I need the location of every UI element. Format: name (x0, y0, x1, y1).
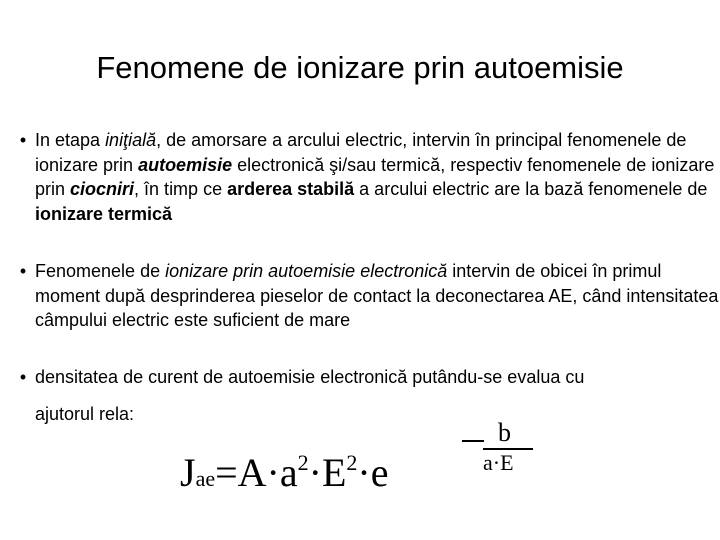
page-title: Fenomene de ionizare prin autoemisie (96, 50, 624, 85)
formula (180, 420, 540, 500)
text-run-italic: ionizare prin autoemisie electronică (165, 261, 448, 281)
text-run-bold: ionizare termică (35, 203, 173, 224)
text-line: densitatea de curent de autoemisie electronică putându-se evalua cu (35, 367, 585, 387)
text-run-bold-italic: autoemisie (138, 154, 233, 175)
text-run: In etapa (35, 130, 106, 150)
text-run: , de amorsare a arcului electric, intervin în principal fenomenele de ionizare prin (35, 130, 687, 175)
text-run: electronică şi/sau termică, respectiv fenomenele de ionizare prin (35, 154, 715, 199)
formula-minus-sign (462, 440, 484, 442)
text-run: Fenomenele de (35, 261, 166, 281)
bullet-text (35, 128, 720, 226)
formula-term: ·E (308, 450, 347, 495)
formula-exponent: 2 (346, 450, 358, 475)
text-run: a arcului electric are la bază fenomenele de (354, 179, 708, 199)
formula-subscript: ae (195, 466, 216, 491)
bullet-text (35, 365, 720, 426)
bullet-marker: • (19, 367, 27, 387)
text-run-bold: arderea stabilă (227, 179, 355, 199)
text-run: intervin de obicei în primul moment după desprinderea pieselor de contact la deconectarea AE, când intensitatea câmpului electric este suficient de mare (35, 261, 719, 330)
bullet-marker: • (19, 261, 27, 281)
text-run-bold-italic: ciocniri (70, 179, 135, 199)
formula-term: ·e (357, 450, 389, 495)
formula-exponent: 2 (297, 450, 309, 475)
bullet-text (35, 259, 720, 333)
formula-main (180, 448, 388, 504)
text-run: , în timp ce (134, 179, 228, 199)
text-run-italic: iniţială (105, 130, 157, 150)
formula-numerator: b (498, 418, 511, 447)
formula-term: =A·a (215, 450, 298, 495)
formula-j: J (180, 450, 196, 495)
formula-denominator: a·E (483, 450, 514, 475)
text-line: ajutorul rela: (35, 403, 135, 424)
bullet-marker: • (19, 130, 27, 150)
